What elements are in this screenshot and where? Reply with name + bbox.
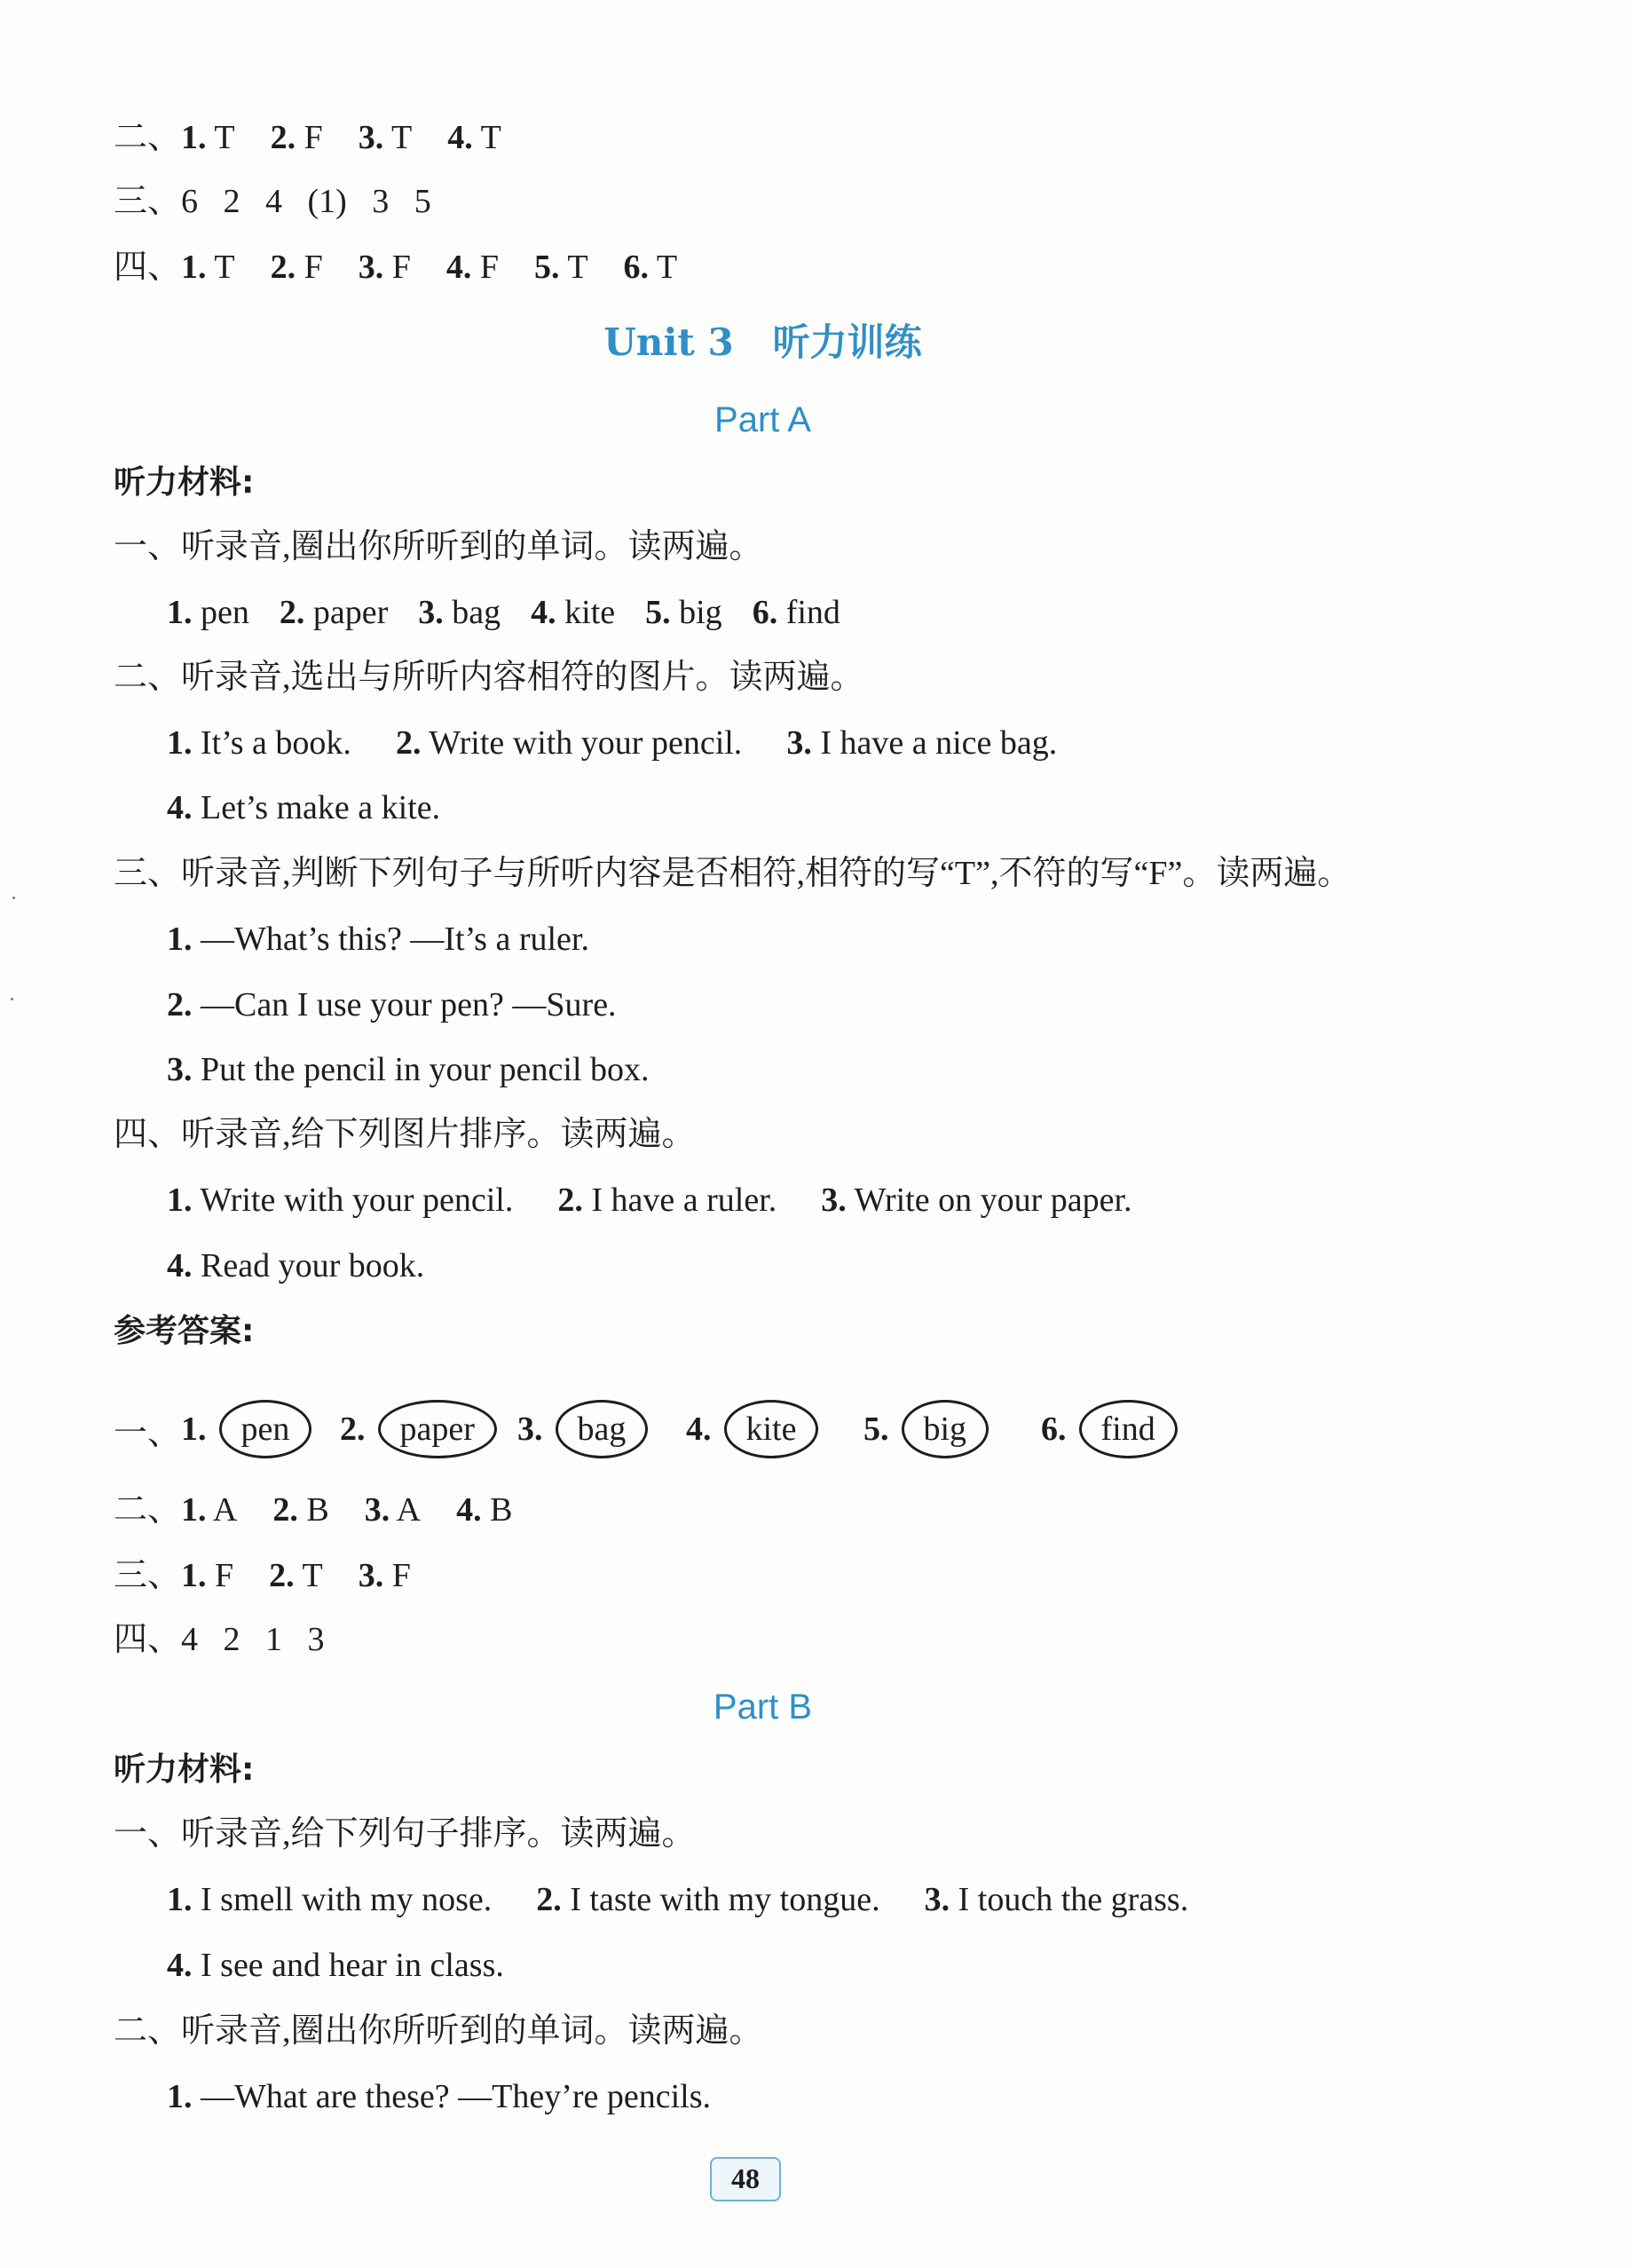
item-text: I smell with my nose. xyxy=(201,1881,493,1918)
item-num: 2. xyxy=(536,1881,562,1918)
row-prefix: 二、 xyxy=(114,1490,182,1529)
item-num: 4. xyxy=(167,1247,193,1284)
item-text: big xyxy=(679,594,722,631)
circled-answer xyxy=(517,1394,648,1465)
item-num: 1. xyxy=(181,1491,207,1529)
item-num: 1. xyxy=(167,921,193,958)
item-text: —Can I use your pen? —Sure. xyxy=(201,986,617,1023)
item-num: 3. xyxy=(358,249,384,286)
item-num: 2. xyxy=(270,119,296,156)
part-b-q2-instruction: 二、听录音,圈出你所听到的单词。读两遍。 xyxy=(114,2012,763,2050)
part-a-answers-heading: 参考答案: xyxy=(114,1313,255,1349)
item-text: pen xyxy=(201,594,249,631)
item-num: 3. xyxy=(358,1557,384,1594)
item-value: T xyxy=(480,119,501,156)
item-num: 1. xyxy=(167,2078,193,2115)
circled-word: big xyxy=(902,1400,989,1458)
item-num: 1. xyxy=(181,249,207,286)
circled-answer xyxy=(114,1394,311,1465)
scan-speck xyxy=(11,998,13,1000)
item-num: 4. xyxy=(167,789,193,826)
item-num: 2. xyxy=(270,249,296,286)
item-num: 4. xyxy=(167,1947,193,1984)
part-a-q2-item-4 xyxy=(167,786,440,829)
part-a-answer-3 xyxy=(114,1553,446,1597)
answer-row-4 xyxy=(114,245,713,288)
item-num: 6. xyxy=(752,594,778,631)
item-value: T xyxy=(656,249,678,286)
item-num: 3. xyxy=(821,1181,847,1219)
item-value: F xyxy=(391,249,411,286)
item-text: bag xyxy=(452,594,501,631)
item-num: 2. xyxy=(557,1181,583,1219)
item-value: F xyxy=(391,1557,411,1594)
item-num: 2. xyxy=(269,1557,295,1594)
item-num: 5. xyxy=(533,249,560,286)
item-num: 6. xyxy=(1041,1411,1067,1448)
answer-row-2 xyxy=(114,115,537,159)
part-b-q2-item-1 xyxy=(167,2075,711,2118)
part-a-q1-items xyxy=(167,591,871,634)
item-text: Let’s make a kite. xyxy=(201,789,441,826)
item-text: I have a ruler. xyxy=(591,1181,777,1219)
item-num: 3. xyxy=(786,724,812,762)
item-num: 5. xyxy=(645,594,671,631)
item-value: T xyxy=(302,1557,323,1594)
item-text: —What’s this? —It’s a ruler. xyxy=(201,921,589,958)
row-prefix: 三、 xyxy=(114,1555,182,1594)
part-a-q3-item-3 xyxy=(167,1048,650,1091)
item-value: A xyxy=(396,1491,422,1529)
circled-word: kite xyxy=(724,1400,819,1458)
part-a-q4-items xyxy=(167,1179,1163,1221)
item-num: 3. xyxy=(517,1411,543,1448)
item-value: F xyxy=(479,249,499,286)
item-value: T xyxy=(214,119,235,156)
item-num: 1. xyxy=(181,1557,207,1594)
page-number: 48 xyxy=(710,2157,781,2201)
item-text: Write with your pencil. xyxy=(429,724,743,762)
item-text: kite xyxy=(564,594,616,631)
item-text: I taste with my tongue. xyxy=(570,1881,880,1918)
item-num: 6. xyxy=(623,249,650,286)
part-a-heading: Part A xyxy=(714,400,811,439)
part-b-q1-item-4 xyxy=(167,1944,504,1987)
item-num: 3. xyxy=(924,1881,950,1918)
part-a-q3-item-2 xyxy=(167,984,617,1026)
item-num: 1. xyxy=(181,119,207,156)
row-prefix: 二、 xyxy=(114,117,182,156)
row-prefix: 四、 xyxy=(114,247,182,286)
circled-answer xyxy=(1041,1394,1178,1465)
item-num: 4. xyxy=(447,119,473,156)
circled-word: paper xyxy=(378,1400,497,1458)
item-num: 3. xyxy=(358,119,384,156)
item-value: T xyxy=(567,249,588,286)
item-num: 5. xyxy=(863,1411,889,1448)
part-a-answer-4: 四、4 2 1 3 xyxy=(114,1621,325,1658)
item-text: find xyxy=(785,594,840,631)
item-num: 2. xyxy=(272,1491,298,1529)
item-text: —What are these? —They’re pencils. xyxy=(201,2078,712,2115)
item-text: Put the pencil in your pencil box. xyxy=(201,1051,650,1088)
item-num: 1. xyxy=(167,1181,193,1219)
item-num: 3. xyxy=(364,1491,390,1529)
circled-answer xyxy=(686,1394,818,1465)
item-text: I have a nice bag. xyxy=(820,724,1058,762)
item-num: 1. xyxy=(181,1411,207,1448)
item-text: Write on your paper. xyxy=(854,1181,1132,1219)
part-a-q4-item-4 xyxy=(167,1245,424,1287)
item-text: It’s a book. xyxy=(201,724,351,762)
part-a-materials-heading: 听力材料: xyxy=(114,464,255,501)
part-a-q1-instruction: 一、听录音,圈出你所听到的单词。读两遍。 xyxy=(114,528,763,565)
part-a-q4-instruction: 四、听录音,给下列图片排序。读两遍。 xyxy=(114,1116,696,1153)
unit-label: Unit 3 xyxy=(603,320,734,364)
item-text: I touch the grass. xyxy=(958,1881,1189,1918)
part-b-materials-heading: 听力材料: xyxy=(114,1751,255,1788)
item-text: paper xyxy=(312,594,389,631)
circled-word: bag xyxy=(556,1400,649,1458)
item-value: T xyxy=(214,249,235,286)
part-b-q1-items xyxy=(167,1878,1218,1921)
item-value: A xyxy=(212,1491,238,1529)
part-b-q1-instruction: 一、听录音,给下列句子排序。读两遍。 xyxy=(114,1815,696,1853)
part-a-q3-instruction: 三、听录音,判断下列句子与所听内容是否相符,相符的写“T”,不符的写“F”。读两遍。 xyxy=(114,855,1352,892)
item-num: 4. xyxy=(686,1411,712,1448)
item-num: 3. xyxy=(167,1051,193,1088)
item-value: F xyxy=(304,249,323,286)
circled-answer xyxy=(340,1394,497,1465)
item-value: F xyxy=(215,1557,234,1594)
item-value: T xyxy=(391,119,413,156)
item-num: 4. xyxy=(531,594,556,631)
row-prefix: 一、 xyxy=(114,1412,182,1452)
item-num: 3. xyxy=(418,594,444,631)
item-num: 1. xyxy=(167,724,193,762)
scan-speck xyxy=(12,897,15,899)
part-a-q2-items xyxy=(167,722,1087,764)
item-text: Read your book. xyxy=(201,1247,425,1284)
answer-row-3: 三、6 2 4 (1) 3 5 xyxy=(114,183,431,220)
circled-word: find xyxy=(1079,1400,1178,1458)
item-num: 1. xyxy=(167,594,193,631)
item-num: 2. xyxy=(395,724,422,762)
part-b-heading: Part B xyxy=(713,1687,813,1727)
unit-name: 听力训练 xyxy=(772,320,922,364)
item-value: F xyxy=(304,119,323,156)
item-value: B xyxy=(306,1491,329,1529)
item-text: Write with your pencil. xyxy=(200,1181,514,1219)
item-num: 1. xyxy=(167,1881,193,1918)
part-a-q2-instruction: 二、听录音,选出与所听内容相符的图片。读两遍。 xyxy=(114,659,864,696)
circled-word: pen xyxy=(219,1400,312,1458)
part-a-answer-2 xyxy=(114,1488,548,1531)
circled-answer xyxy=(863,1394,989,1465)
item-text: I see and hear in class. xyxy=(201,1947,504,1984)
part-a-q3-item-1 xyxy=(167,918,589,960)
item-value: B xyxy=(490,1491,513,1529)
item-num: 4. xyxy=(445,249,472,286)
item-num: 2. xyxy=(340,1411,366,1448)
unit-title xyxy=(0,318,1526,367)
item-num: 2. xyxy=(167,986,193,1023)
item-num: 2. xyxy=(279,594,305,631)
item-num: 4. xyxy=(456,1491,482,1529)
